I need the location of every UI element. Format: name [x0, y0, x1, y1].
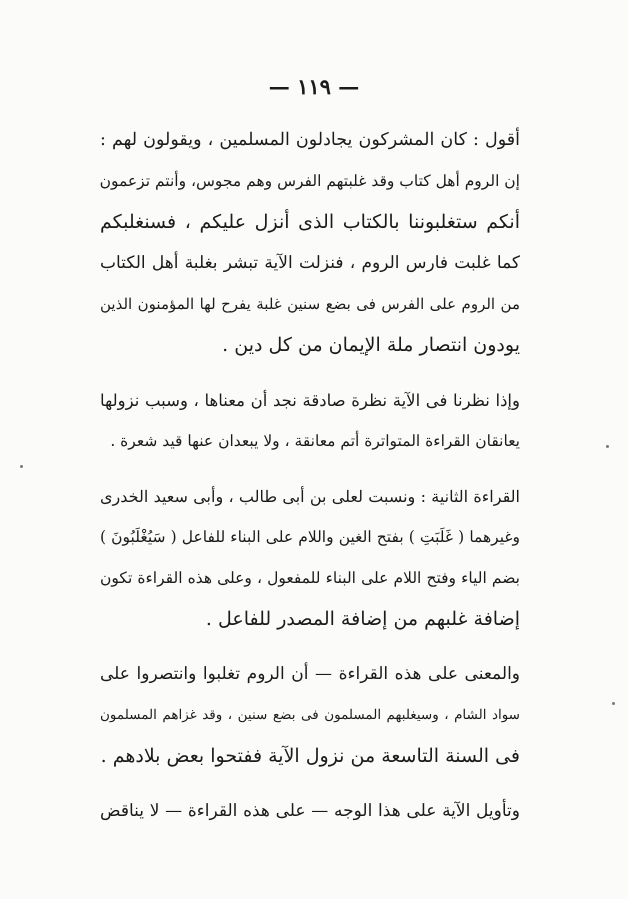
paragraph-5 [100, 791, 520, 832]
paragraph-2 [100, 380, 520, 462]
text-line: إن الروم أهل كتاب وقد غلبتهم الفرس وهم مجوس، وأنتم تزعمون [100, 172, 520, 190]
text-line: يودون انتصار ملة الإيمان من كل دين . [222, 334, 520, 356]
scan-speck [612, 702, 615, 705]
paragraph-gap [100, 366, 520, 380]
paragraph-gap [100, 640, 520, 654]
text-line: بضم الياء وفتح اللام على البناء للمفعول ، وعلى هذه القراءة تكون [100, 569, 520, 587]
paragraph-gap [100, 777, 520, 791]
text-line: وغيرهما ( غَلَبَتِ ) بفتح الغين واللام على البناء للفاعل ( سَيُغْلَبُونَ ) [100, 528, 520, 546]
text-line: كما غلبت فارس الروم ، فنزلت الآية تبشر بغلبة أهل الكتاب [100, 253, 520, 273]
text-line: وإذا نظرنا فى الآية نظرة صادقة نجد أن معناها ، وسبب نزولها [100, 391, 520, 410]
text-line: من الروم على الفرس فى بضع سنين غلبة يفرح لها المؤمنون الذين [100, 295, 520, 313]
text-line: أنكم ستغلبوننا بالكتاب الذى أنزل عليكم ، فسنغلبكم [100, 211, 520, 233]
text-line: والمعنى على هذه القراءة — أن الروم تغلبوا وانتصروا على [100, 664, 520, 684]
scan-speck [20, 465, 23, 468]
paragraph-gap [100, 462, 520, 476]
text-line: القراءة الثانية : ونسبت لعلى بن أبى طالب ، وأبى سعيد الخدرى [100, 487, 520, 506]
text-line: سواد الشام ، وسيغلبهم المسلمون فى بضع سنين ، وقد غزاهم المسلمون [100, 707, 520, 723]
text-line: أقول : كان المشركون يجادلون المسلمين ، ويقولون لهم : [100, 130, 520, 150]
scan-speck [606, 445, 609, 448]
paragraph-1 [100, 120, 520, 366]
text-line: يعانقان القراءة المتواترة أتم معانقة ، ولا يبعدان عنها قيد شعرة . [110, 432, 520, 450]
paragraph-3 [100, 476, 520, 640]
body-text [100, 120, 520, 832]
text-line: فى السنة التاسعة من نزول الآية ففتحوا بعض بلادهم . [100, 745, 520, 767]
page-number: — ١١٩ — [268, 74, 360, 99]
text-line: وتأويل الآية على هذا الوجه — على هذه القراءة — لا يناقض [100, 801, 520, 821]
text-line: إضافة غلبهم من إضافة المصدر للفاعل . [205, 608, 520, 630]
paragraph-4 [100, 654, 520, 777]
